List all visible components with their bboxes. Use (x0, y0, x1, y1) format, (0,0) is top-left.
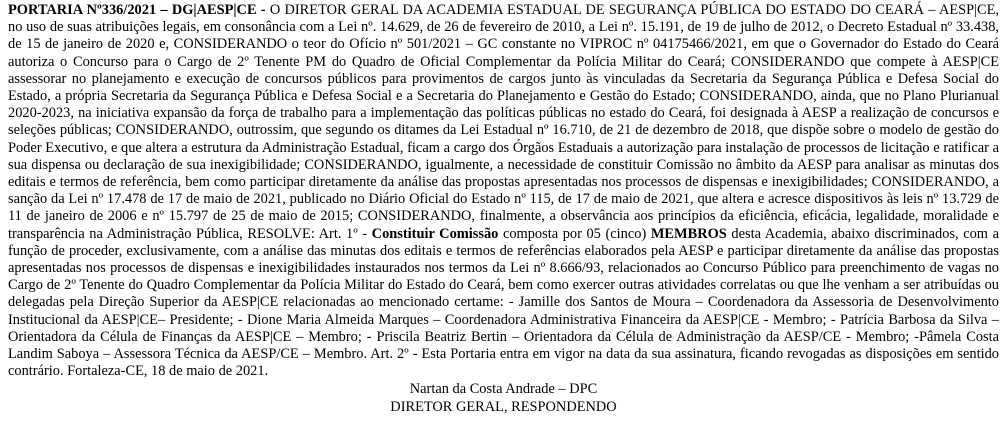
portaria-text-members-and-closing: desta Academia, abaixo discriminados, com a função de proceder, exclusivamente, com a análise das minutas dos editais e termos de referências elaborados pela AESP e participar diretamente da análise das propostas apresentadas nos processos de dispensas e inexigibilidades instaurados nos termos da Lei nº 8.666/93, relacionados ao Concurso Público para preenchimento de vagas no Cargo de 2º Tenente do Quadro Complementar da Polícia Militar do Estado do Ceará, bem como exercer outras atividades correlatas ou que lhe venham a ser atribuídas ou delegadas pela Direção Superior da AESP|CE relacionadas ao mencionado certame: - Jamille dos Santos de Moura – Coordenadora da Assessoria de Desenvolvimento Institucional da AESP|CE– Presidente; - Dione Maria Almeida Marques – Coordenadora Administrativa Financeira da AESP|CE - Membro; - Patrícia Barbosa da Silva – Orientadora da Célula de Finanças da AESP|CE – Membro; - Priscila Beatriz Bertin – Orientadora da Célula de Administração da AESP/CE - Membro; -Pâmela Costa Landim Saboya – Assessora Técnica da AESP/CE – Membro. Art. 2º - Esta Portaria entra em vigor na data da sua assinatura, ficando revogadas as disposições em sentido contrário. Fortaleza-CE, 18 de maio de 2021. (8, 225, 999, 380)
portaria-text-considerations: O DIRETOR GERAL DA ACADEMIA ESTADUAL DE SEGURANÇA PÚBLICA DO ESTADO DO CEARÁ – AESP|CE, no uso de suas atribuições legais, em consonância com a Lei nº. 14.629, de 26 de fevereiro de 2010, a Lei nº. 15.191, de 19 de julho de 2012, o Decreto Estadual nº 33.438, de 15 de janeiro de 2020 e, CONSIDERANDO o teor do Ofício nº 501/2021 – GC constante no VIPROC nº 04175466/2021, em que o Governador do Estado do Ceará autoriza o Concurso para o Cargo de 2º Tenente PM do Quadro de Oficial Complementar da Polícia Militar do Ceará; CONSIDERANDO que compete à AESP|CE assessorar no planejamento e execução de concursos públicos para provimentos de cargos junto às vinculadas da Secretaria da Segurança Pública e Defesa Social do Estado, a própria Secretaria da Segurança Pública e Defesa Social e a Secretaria do Planejamento e Gestão do Estado; CONSIDERANDO, ainda, que no Plano Plurianual 2020-2023, na iniciativa expansão da força de trabalho para a implementação das políticas públicas no estado do Ceará, foi designada à AESP a realização de concursos e seleções públicas; CONSIDERANDO, outrossim, que segundo os ditames da Lei Estadual nº 16.710, de 21 de dezembro de 2018, que dispõe sobre o modelo de gestão do Poder Executivo, e que altera a estrutura da Administração Estadual, ficam a cargo dos Órgãos Estaduais a autorização para instalação de processos de licitação e ratificar a sua dispensa ou declaração de sua inexigibilidade; CONSIDERANDO, igualmente, a necessidade de constituir Comissão no âmbito da AESP para analisar as minutas dos editais e termos de referência, bem como participar diretamente da análise das propostas apresentadas nos processos de dispensas e inexigibilidades; CONSIDERANDO, a sanção da Lei nº 17.478 de 17 de maio de 2021, publicado no Diário Oficial do Estado nº 115, de 17 de maio de 2021, que altera e acresce dispositivos às leis nº 13.729 de 11 de janeiro de 2006 e nº 15.797 de 25 de maio de 2015; CONSIDERANDO, finalmente, a observância aos princípios da eficiência, eficácia, legalidade, moralidade e transparência na Administração Pública, RESOLVE: Art. 1º - (8, 2, 1000, 242)
portaria-body (8, 2, 999, 380)
portaria-text-composition: composta por 05 (cinco) (498, 225, 651, 242)
signatory-role: DIRETOR GERAL, RESPONDENDO (390, 398, 617, 415)
membros-emphasis: MEMBROS (650, 225, 727, 242)
signatory-name: Nartan da Costa Andrade – DPC (409, 381, 598, 398)
portaria-heading: PORTARIA Nº336/2021 – DG|AESP|CE - (8, 2, 266, 18)
constituir-comissao-emphasis: Constituir Comissão (371, 225, 499, 242)
signature-block (8, 381, 999, 415)
